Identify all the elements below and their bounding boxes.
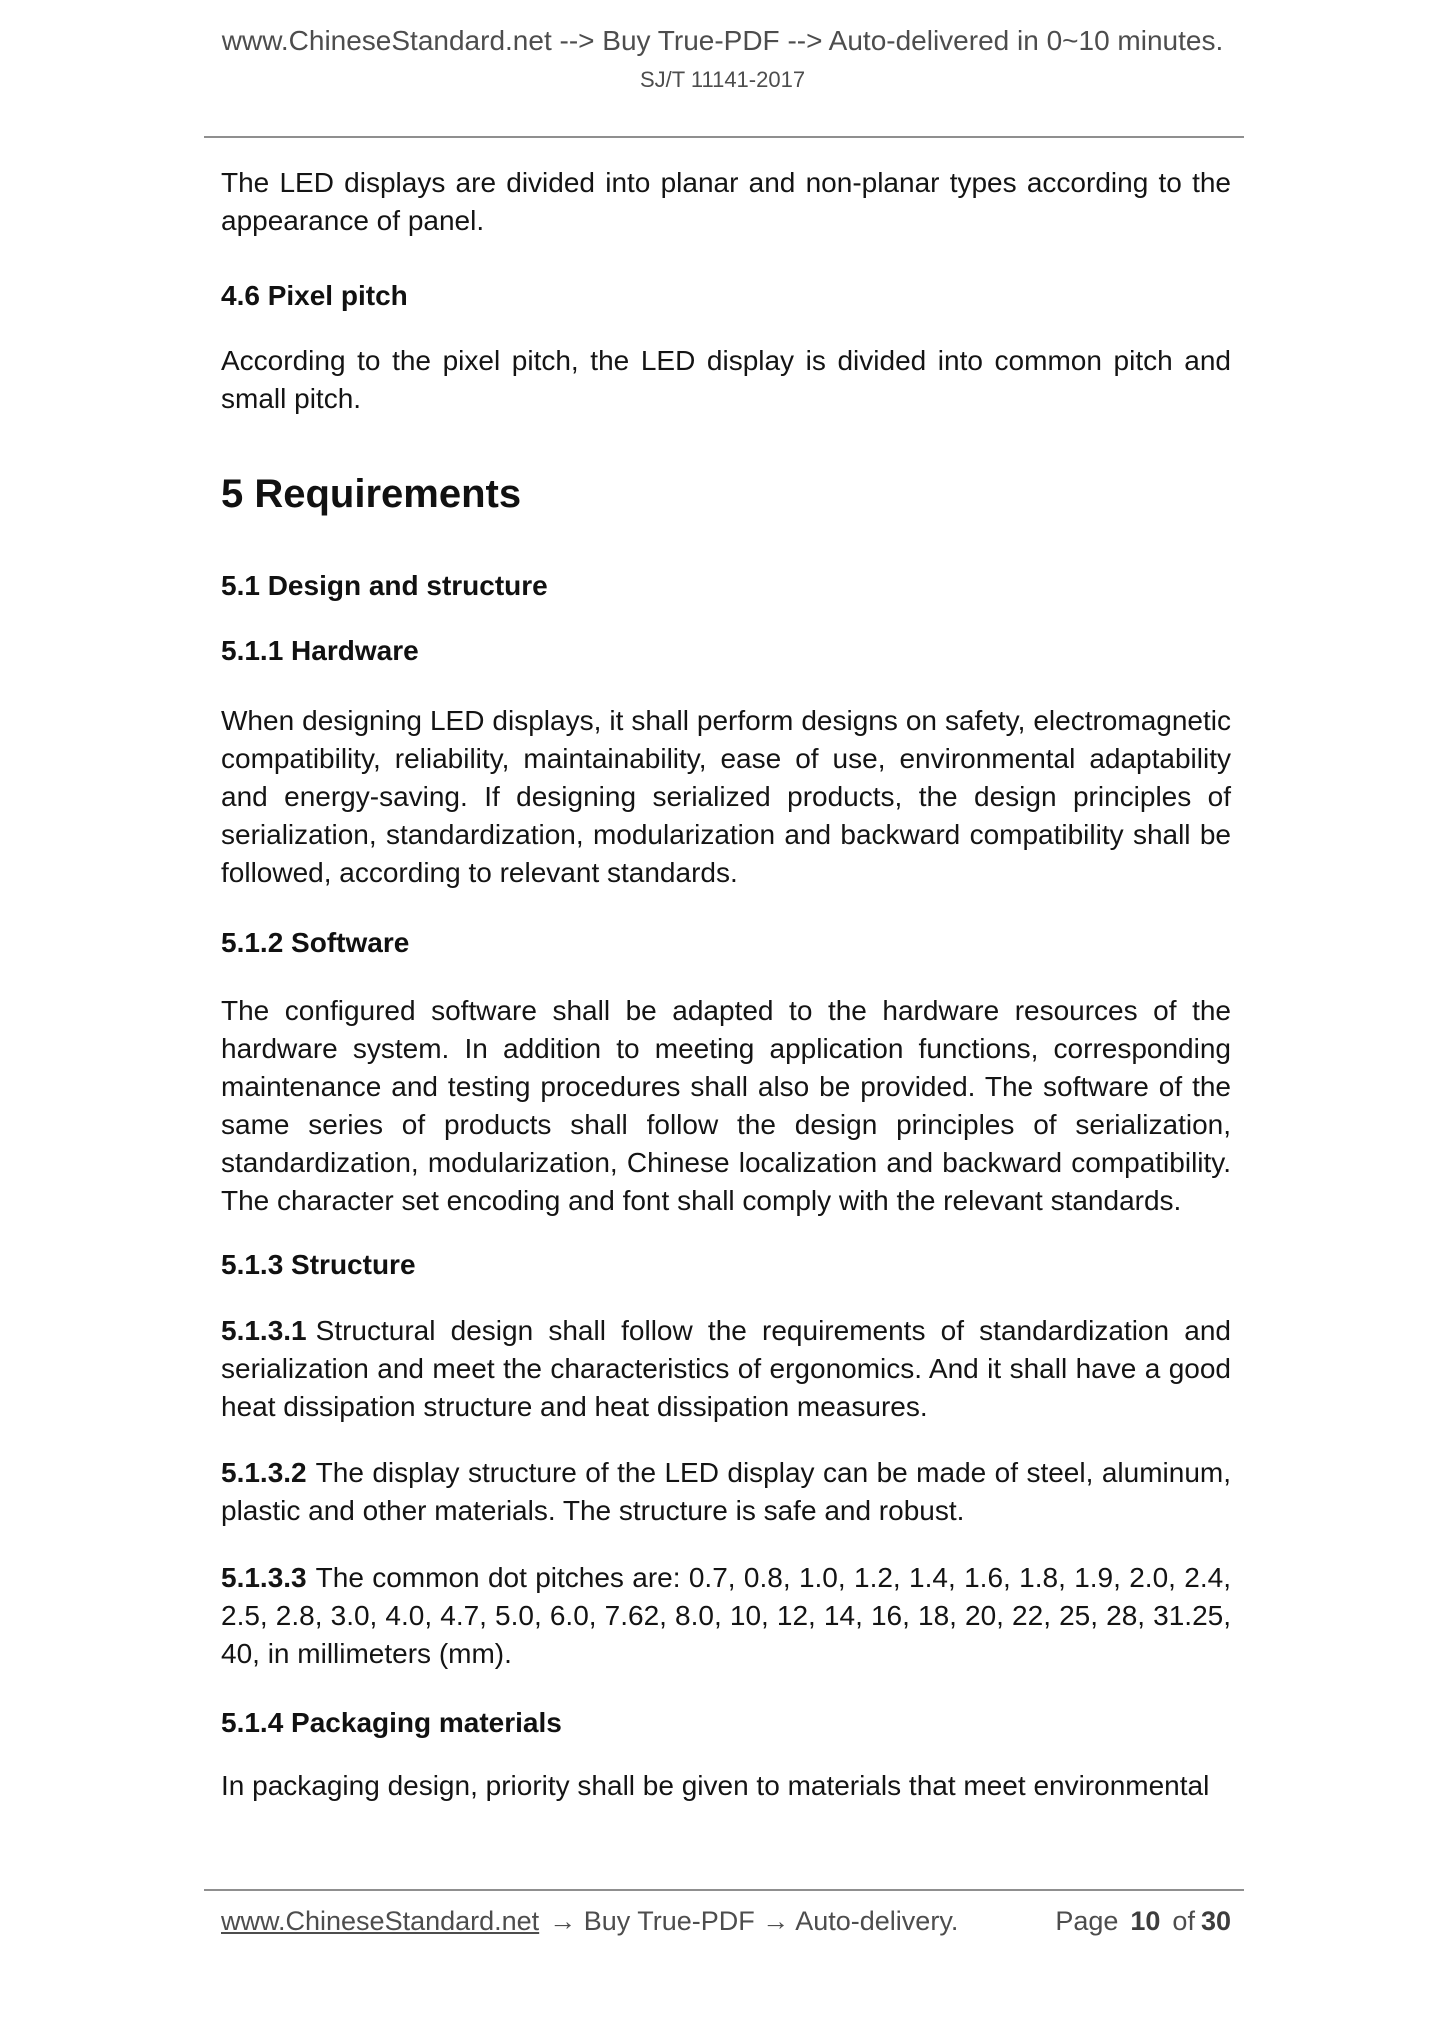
- page-label: Page: [1055, 1906, 1119, 1936]
- clause-text-5-1-3-2: The display structure of the LED display can be made of steel, aluminum, plastic and other materials. The structure is safe and robust.: [221, 1457, 1231, 1526]
- document-body: [221, 0, 1231, 1805]
- heading-structure: 5.1.3 Structure: [221, 1249, 416, 1280]
- clause-number-5-1-3-2: 5.1.3.2: [221, 1457, 307, 1488]
- footer-divider: [204, 1889, 1244, 1891]
- paragraph-packaging: In packaging design, priority shall be given to materials that meet environmental: [221, 1770, 1210, 1801]
- footer-delivery-line: [221, 1904, 958, 1938]
- paragraph-structure-1: [221, 1312, 1231, 1426]
- page-indicator: [1049, 1904, 1231, 1938]
- doc-number: SJ/T 11141-2017: [639, 67, 806, 92]
- footer-site-link[interactable]: www.ChineseStandard.net: [221, 1906, 540, 1936]
- clause-number-5-1-3-1: 5.1.3.1: [221, 1315, 307, 1346]
- clause-text-5-1-3-3: The common dot pitches are: 0.7, 0.8, 1.0, 1.2, 1.4, 1.6, 1.8, 1.9, 2.0, 2.4, 2.5, 2.8, 3.0, 4.0, 4.7, 5.0, 6.0, 7.62, 8.0, 10, 12, 14, 16, 18, 20, 22, 25, 28, 31.25, 40, in millimeters (mm).: [221, 1562, 1231, 1669]
- paragraph-hardware: When designing LED displays, it shall perform designs on safety, electromagnetic compatibility, reliability, maintainability, ease of use, environmental adaptability and energy-saving. If designing serialized products, the design principles of serialization, standardization, modularization and backward compatibility shall be followed, according to relevant standards.: [221, 705, 1231, 888]
- clause-text-5-1-3-1: Structural design shall follow the requirements of standardization and serialization and meet the characteristics of ergonomics. And it shall have a good heat dissipation structure and heat dissipation measures.: [221, 1315, 1231, 1422]
- paragraph-software: The configured software shall be adapted to the hardware resources of the hardware system. In addition to meeting application functions, corresponding maintenance and testing procedures shall also be provided. The software of the same series of products shall follow the design principles of serialization, standardization, modularization, Chinese localization and backward compatibility. The character set encoding and font shall comply with the relevant standards.: [221, 995, 1231, 1216]
- page-current: 10: [1130, 1906, 1161, 1936]
- heading-design-structure: 5.1 Design and structure: [221, 570, 548, 601]
- heading-software: 5.1.2 Software: [221, 927, 410, 958]
- footer: [221, 1904, 1231, 1938]
- page-of-label: of: [1172, 1906, 1195, 1936]
- heading-hardware: 5.1.1 Hardware: [221, 635, 419, 666]
- heading-packaging-materials: 5.1.4 Packaging materials: [221, 1707, 562, 1738]
- header-banner-text: www.ChineseStandard.net --> Buy True-PDF --> Auto-delivered in 0~10 minutes.: [221, 25, 1224, 56]
- page-total: 30: [1200, 1906, 1231, 1936]
- paragraph-structure-2: [221, 1454, 1231, 1530]
- paragraph-intro: The LED displays are divided into planar and non-planar types according to the appearance of panel.: [221, 167, 1231, 236]
- clause-number-5-1-3-3: 5.1.3.3: [221, 1562, 307, 1593]
- heading-pixel-pitch: 4.6 Pixel pitch: [221, 280, 408, 311]
- paragraph-pixel-pitch: According to the pixel pitch, the LED display is divided into common pitch and small pitch.: [221, 345, 1231, 414]
- heading-requirements: 5 Requirements: [221, 472, 522, 516]
- paragraph-structure-3: [221, 1559, 1231, 1673]
- footer-delivery-text: → Buy True-PDF → Auto-delivery.: [549, 1906, 959, 1936]
